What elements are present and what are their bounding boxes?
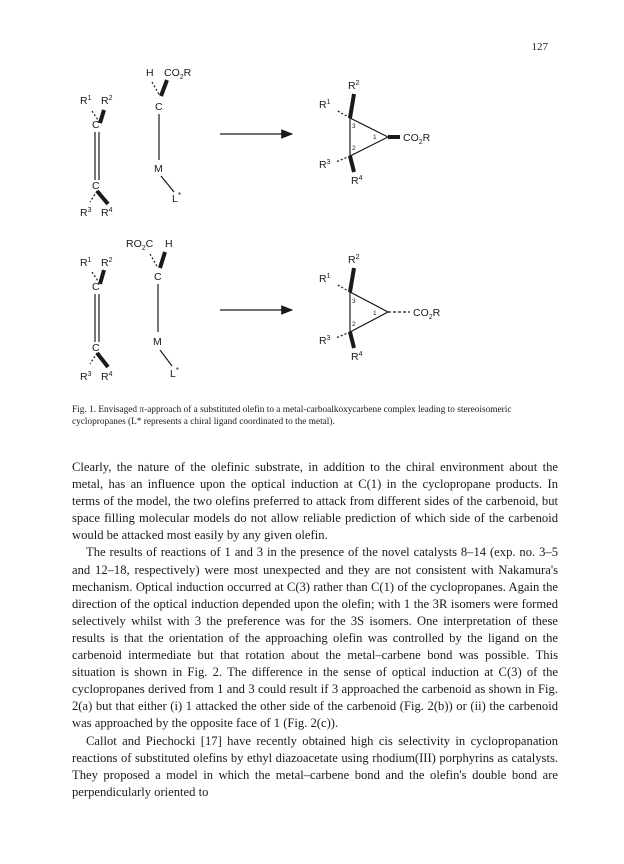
top-c-lower: C: [92, 180, 100, 192]
bottom-r3: $R^3$: [80, 371, 92, 383]
bottom-product-r4: $R^4$: [351, 351, 363, 363]
top-r4: $R^4$: [101, 207, 113, 219]
bottom-product-r3: $R^3$: [319, 335, 331, 347]
top-product-ester: $CO_2R$: [403, 132, 431, 146]
top-c-upper: C: [92, 119, 100, 131]
top-reactant-labels: [80, 67, 192, 219]
bottom-carbene-h: H: [165, 238, 173, 250]
bottom-ligand: L*: [170, 366, 179, 380]
bottom-r2: $R^2$: [101, 257, 113, 269]
top-ring-2: 2: [352, 145, 356, 152]
bottom-ring-1: 1: [373, 310, 377, 317]
top-r2: $R^2$: [101, 95, 113, 107]
bottom-reactant: [90, 252, 172, 367]
page-number: 127: [531, 41, 548, 53]
bottom-c-upper: C: [92, 281, 100, 293]
top-ligand: L*: [172, 191, 181, 205]
top-product-r2: $R^2$: [348, 80, 360, 92]
bottom-r4: $R^4$: [101, 371, 113, 383]
bottom-carbene-c: C: [154, 271, 162, 283]
top-r3: $R^3$: [80, 207, 92, 219]
bottom-ring-3: 3: [352, 298, 356, 305]
paragraph-3: Callot and Piechocki [17] have recently obtained high cis selectivity in cyclopropanation reactions of substituted olefins by ethyl diazoacetate using rhodium(III) porphyrins as catalysts. They proposed a model in which the metal–carbene bond and the olefin's double bond are perpendicularly oriented to: [72, 733, 558, 799]
top-product-r1: $R^1$: [319, 99, 331, 111]
top-ring-1: 1: [373, 134, 377, 141]
figure-1: [70, 60, 570, 395]
bottom-product-r2: $R^2$: [348, 254, 360, 266]
top-product-r3: $R^3$: [319, 159, 331, 171]
paragraph-2: The results of reactions of 1 and 3 in the presence of the novel catalysts 8–14 (exp. no. 3–5 and 12–18, respectively) were most unexpected and they are not consistent with Nakamura's mechanism. Optical induction occurred at C(3) rather than C(1) of the cyclopropanes. Again the direction of the optical induction depended upon the olefin; with 1 the 3R isomers were formed selectively whilst with 3 the preference was for the 3S isomers. One interpretation of these results is that the orientation of the approaching olefin was controlled by the ligand on the carbenoid intermediate but that rotation about the metal–carbene bond was possible. This situation is shown in Fig. 2. The difference in the sense of optical induction at C(3) of the cyclopropanes derived from 1 and 3 could result if 3 approached the carbenoid as shown in Fig. 2(a) but that either (i) 1 attacked the other side of the carbenoid (Fig. 2(b)) or (ii) the carbenoid was approached by the opposite face of 1 (Fig. 2(c)).: [72, 545, 558, 731]
bottom-product: [336, 268, 410, 348]
reaction-scheme: [70, 60, 570, 395]
bottom-product-labels: [319, 254, 441, 363]
bottom-product-ester: $CO_2R$: [413, 307, 441, 321]
top-carbene-c: C: [155, 101, 163, 113]
paragraph-1: Clearly, the nature of the olefinic substrate, in addition to the chiral environment about the metal, has an influence upon the optical induction at C(1) in the cyclopropane products. In terms of the model, the two olefins preferred to attack from different sides of the carbenoid, but space filling molecular models do not allow reliable prediction of which side of the carbenoid would be attacked most easily by any given olefin.: [72, 460, 558, 543]
top-product-labels: [319, 80, 431, 187]
top-r1: $R^1$: [80, 95, 92, 107]
top-ring-3: 3: [352, 123, 356, 130]
bottom-carbene-ester: $RO_2C$: [126, 238, 154, 252]
top-product: [336, 94, 400, 172]
bottom-c-lower: C: [92, 342, 100, 354]
top-product-r4: $R^4$: [351, 175, 363, 187]
top-carbene-h: H: [146, 67, 154, 79]
bottom-product-r1: $R^1$: [319, 273, 331, 285]
bottom-metal: M: [153, 336, 162, 348]
caption-text: Envisaged π-approach of a substituted olefin to a metal-carboalkoxycarbene complex leading to stereoisomeric cyclopropanes (L* represents a chiral ligand coordinated to the metal).: [72, 405, 512, 427]
top-metal: M: [154, 163, 163, 175]
bottom-ring-2: 2: [352, 321, 356, 328]
figure-caption: [72, 404, 558, 428]
bottom-r1: $R^1$: [80, 257, 92, 269]
caption-lead: Fig. 1.: [72, 405, 97, 415]
body-text: [72, 459, 558, 801]
top-carbene-ester: $CO_2R$: [164, 67, 192, 81]
